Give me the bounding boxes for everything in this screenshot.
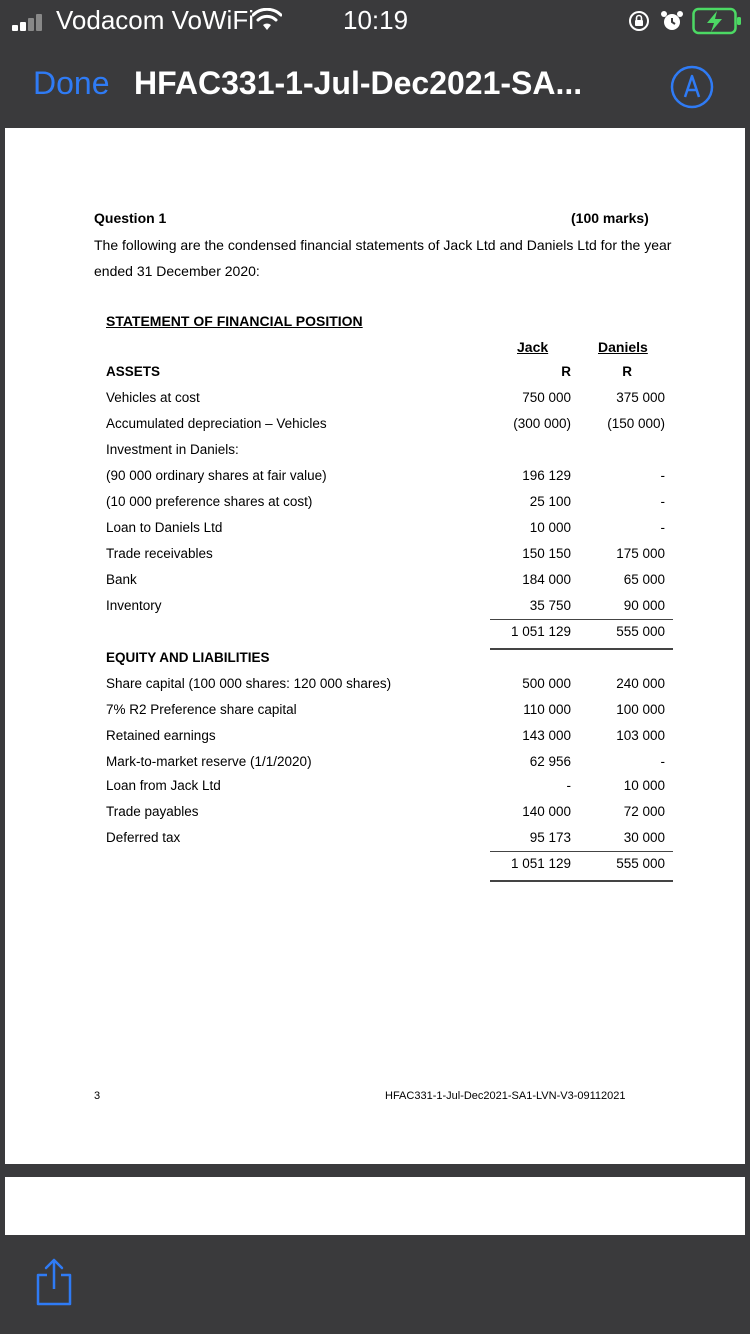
- table-row: [5, 728, 745, 746]
- jack-value: 62 956: [529, 754, 571, 769]
- assets-total-row: [5, 624, 745, 642]
- alarm-icon: [660, 9, 684, 33]
- jack-value: 143 000: [522, 728, 571, 743]
- done-button[interactable]: Done: [33, 65, 110, 101]
- battery-charging-icon: [692, 7, 742, 35]
- assets-heading: ASSETS: [106, 364, 161, 379]
- table-row: [5, 830, 745, 848]
- jack-value: 110 000: [523, 702, 571, 717]
- jack-value: 196 129: [522, 468, 571, 483]
- table-row: [5, 754, 745, 772]
- row-label: Inventory: [106, 598, 162, 613]
- currency-jack: R: [561, 364, 571, 379]
- jack-value: 35 750: [529, 598, 571, 613]
- daniels-value: -: [660, 754, 665, 769]
- row-label: (10 000 preference shares at cost): [106, 494, 313, 509]
- intro-text: The following are the condensed financial statements of Jack Ltd and Daniels Ltd for the year ended 31 December 2020:: [94, 237, 672, 279]
- jack-total: 1 051 129: [510, 624, 571, 639]
- jack-value: 140 000: [522, 804, 571, 819]
- bottom-toolbar: [0, 1235, 750, 1334]
- column-header-jack: Jack: [517, 339, 549, 355]
- daniels-value: 30 000: [623, 830, 665, 845]
- daniels-value: 240 000: [616, 676, 665, 691]
- row-label: Loan from Jack Ltd: [106, 778, 221, 793]
- row-label: Deferred tax: [106, 830, 181, 845]
- row-label: 7% R2 Preference share capital: [106, 702, 297, 717]
- currency-daniels: R: [622, 364, 632, 379]
- jack-value: 150 150: [522, 546, 571, 561]
- row-label: Vehicles at cost: [106, 390, 200, 405]
- row-label: (90 000 ordinary shares at fair value): [106, 468, 327, 483]
- daniels-total: 555 000: [616, 856, 665, 871]
- table-row: [5, 676, 745, 694]
- row-label: Mark-to-market reserve (1/1/2020): [106, 754, 312, 769]
- share-button[interactable]: [32, 1257, 76, 1307]
- row-label: Retained earnings: [106, 728, 216, 743]
- jack-value: 184 000: [522, 572, 571, 587]
- daniels-value: 175 000: [616, 546, 665, 561]
- table-row: [5, 494, 745, 512]
- daniels-value: 375 000: [616, 390, 665, 405]
- jack-total: 1 051 129: [510, 856, 571, 871]
- daniels-value: 100 000: [616, 702, 665, 717]
- equity-heading-row: [5, 650, 745, 668]
- row-label: Bank: [106, 572, 137, 587]
- daniels-value: 10 000: [623, 778, 665, 793]
- statement-title: STATEMENT OF FINANCIAL POSITION: [106, 313, 363, 329]
- row-label: Trade receivables: [106, 546, 213, 561]
- status-bar: [0, 0, 750, 42]
- subtotal-rule: [490, 619, 673, 620]
- jack-value: -: [566, 778, 571, 793]
- subtotal-rule: [490, 851, 673, 852]
- daniels-value: (150 000): [607, 416, 665, 431]
- status-time: 10:19: [343, 5, 409, 35]
- daniels-total: 555 000: [616, 624, 665, 639]
- page-number: 3: [94, 1090, 101, 1102]
- table-row: [5, 546, 745, 564]
- cellular-signal-icon: [12, 13, 50, 31]
- row-label: Trade payables: [106, 804, 199, 819]
- daniels-value: 103 000: [616, 728, 665, 743]
- jack-value: (300 000): [513, 416, 571, 431]
- question-marks: (100 marks): [571, 210, 649, 226]
- daniels-value: 65 000: [623, 572, 665, 587]
- table-row: [5, 390, 745, 408]
- jack-value: 25 100: [529, 494, 571, 509]
- row-label: Accumulated depreciation – Vehicles: [106, 416, 327, 431]
- jack-value: 750 000: [522, 390, 571, 405]
- daniels-value: -: [660, 520, 665, 535]
- table-row: [5, 598, 745, 616]
- footer-reference: HFAC331-1-Jul-Dec2021-SA1-LVN-V3-09112021: [385, 1090, 626, 1102]
- jack-value: 95 173: [529, 830, 571, 845]
- daniels-value: -: [660, 468, 665, 483]
- table-row: [5, 416, 745, 434]
- row-label: Loan to Daniels Ltd: [106, 520, 223, 535]
- currency-row: [5, 364, 745, 382]
- markup-button[interactable]: [670, 65, 714, 109]
- navigation-bar: [0, 42, 750, 128]
- equity-heading: EQUITY AND LIABILITIES: [106, 650, 270, 665]
- row-label: Investment in Daniels:: [106, 442, 239, 457]
- equity-total-row: [5, 856, 745, 874]
- daniels-value: -: [660, 494, 665, 509]
- jack-value: 10 000: [529, 520, 571, 535]
- table-row: [5, 804, 745, 822]
- wifi-icon: [252, 8, 282, 32]
- total-rule: [490, 880, 673, 882]
- document-title: HFAC331-1-Jul-Dec2021-SA...: [134, 65, 583, 101]
- table-row: [5, 468, 745, 486]
- rotation-lock-icon: [628, 10, 650, 32]
- table-row: [5, 702, 745, 720]
- daniels-value: 72 000: [623, 804, 665, 819]
- next-page-preview[interactable]: [5, 1177, 745, 1235]
- jack-value: 500 000: [522, 676, 571, 691]
- question-heading: Question 1: [94, 210, 167, 226]
- carrier-name: Vodacom VoWiFi: [56, 5, 254, 35]
- daniels-value: 90 000: [623, 598, 665, 613]
- table-row: [5, 572, 745, 590]
- table-row: [5, 778, 745, 796]
- row-label: Share capital (100 000 shares: 120 000 shares): [106, 676, 392, 691]
- column-header-daniels: Daniels: [598, 339, 648, 355]
- table-row: [5, 520, 745, 538]
- table-row: [5, 442, 745, 460]
- document-page[interactable]: [5, 128, 745, 1164]
